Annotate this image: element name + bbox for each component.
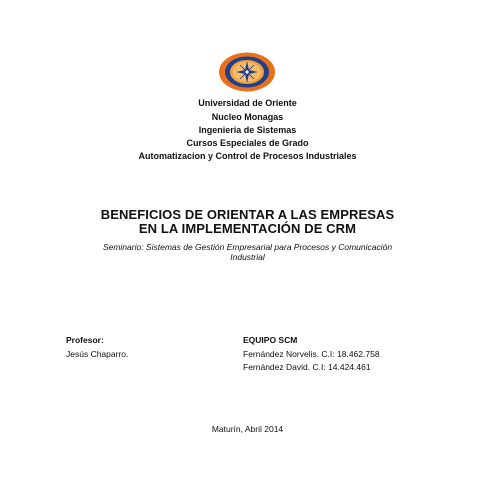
university-seal-icon <box>218 52 276 92</box>
document-subtitle-line-1: Seminario: Sistemas de Gestión Empresarial para Procesos y Comunicación <box>102 242 393 252</box>
team-label: EQUIPO SCM <box>243 335 298 345</box>
institution-line-courses: Cursos Especiales de Grado <box>186 138 309 148</box>
document-title <box>0 208 495 236</box>
document-title-line-2: EN LA IMPLEMENTACIÓN DE CRM <box>138 221 357 236</box>
document-subtitle <box>70 242 425 262</box>
place-date: Maturín, Abril 2014 <box>211 424 284 434</box>
professor-name: Jesús Chaparro. <box>66 349 129 359</box>
document-title-line-1: BENEFICIOS DE ORIENTAR A LAS EMPRESAS <box>100 207 395 222</box>
professor-label: Profesor: <box>66 335 104 345</box>
team-member: Fernández Norvelis. C.I: 18.462.758 <box>243 349 380 359</box>
institution-line-campus: Nucleo Monagas <box>211 112 284 122</box>
institution-line-program: Ingenieria de Sistemas <box>198 125 297 135</box>
institution-line-university: Universidad de Oriente <box>198 98 297 108</box>
team-member: Fernández David. C.I: 14.424.461 <box>243 362 371 372</box>
institution-line-area: Automatizacion y Control de Procesos Industriales <box>138 151 357 161</box>
document-subtitle-line-2: Industrial <box>230 252 265 262</box>
